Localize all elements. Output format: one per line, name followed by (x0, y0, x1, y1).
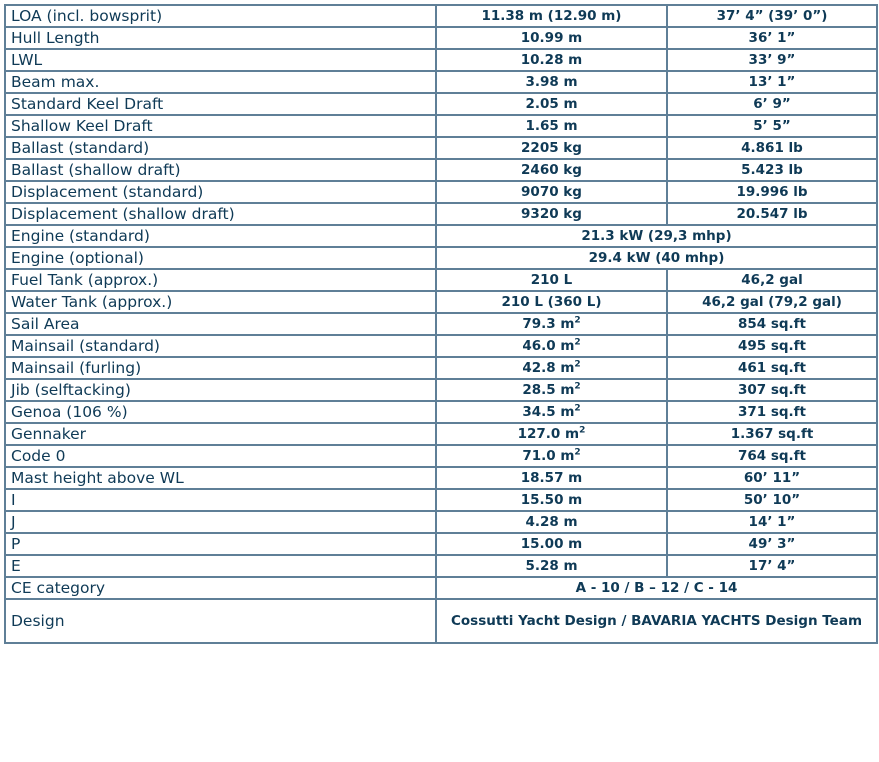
spec-value-metric (436, 49, 667, 71)
spec-value-metric (436, 467, 667, 489)
spec-value-metric (436, 181, 667, 203)
metric-value-text: 4.28 m (525, 514, 578, 530)
spec-value-imperial: 37’ 4” (39’ 0”) (667, 5, 877, 27)
spec-label: Code 0 (5, 445, 436, 467)
metric-value-text: 11.38 m (12.90 m) (481, 8, 622, 24)
spec-value-metric (436, 203, 667, 225)
spec-value-imperial: 461 sq.ft (667, 357, 877, 379)
spec-label: Gennaker (5, 423, 436, 445)
unit-exponent: 2 (579, 425, 586, 436)
metric-value-text: 210 L (360 L) (501, 294, 602, 310)
spec-value-imperial: 60’ 11” (667, 467, 877, 489)
spec-value-imperial: 49’ 3” (667, 533, 877, 555)
spec-value-imperial: 6’ 9” (667, 93, 877, 115)
spec-label: Mast height above WL (5, 467, 436, 489)
spec-value-imperial: 33’ 9” (667, 49, 877, 71)
metric-value-text: 210 L (530, 272, 573, 288)
spec-label: Sail Area (5, 313, 436, 335)
spec-value-metric (436, 27, 667, 49)
spec-row (5, 137, 877, 159)
spec-row (5, 445, 877, 467)
spec-label: Engine (optional) (5, 247, 436, 269)
spec-row (5, 533, 877, 555)
spec-value-metric (436, 555, 667, 577)
spec-row (5, 489, 877, 511)
spec-value-imperial: 20.547 lb (667, 203, 877, 225)
spec-label: LWL (5, 49, 436, 71)
metric-value-text: 9320 kg (521, 206, 582, 222)
metric-value-text: 10.99 m (520, 30, 583, 46)
metric-value-text: 15.00 m (520, 536, 583, 552)
spec-row (5, 335, 877, 357)
metric-value-text: 1.65 m (525, 118, 578, 134)
spec-value-metric (436, 357, 667, 379)
spec-row (5, 27, 877, 49)
unit-exponent: 2 (574, 315, 581, 326)
spec-value-metric (436, 511, 667, 533)
specifications-table (4, 4, 878, 644)
spec-label: J (5, 511, 436, 533)
spec-value-combined: A - 10 / B – 12 / C - 14 (436, 577, 877, 599)
spec-value-imperial: 17’ 4” (667, 555, 877, 577)
spec-label: Genoa (106 %) (5, 401, 436, 423)
metric-value-text: 34.5 m (522, 404, 575, 420)
spec-value-imperial: 495 sq.ft (667, 335, 877, 357)
metric-value-text: 28.5 m (522, 382, 575, 398)
metric-value-text: 18.57 m (520, 470, 583, 486)
spec-value-metric (436, 401, 667, 423)
unit-exponent: 2 (574, 447, 581, 458)
spec-value-imperial: 4.861 lb (667, 137, 877, 159)
spec-label: Engine (standard) (5, 225, 436, 247)
spec-row (5, 467, 877, 489)
spec-label: Mainsail (furling) (5, 357, 436, 379)
spec-value-imperial: 14’ 1” (667, 511, 877, 533)
metric-value-text: 127.0 m (517, 426, 580, 442)
spec-value-imperial: 5.423 lb (667, 159, 877, 181)
metric-value-text: 3.98 m (525, 74, 578, 90)
spec-value-imperial: 1.367 sq.ft (667, 423, 877, 445)
spec-row (5, 49, 877, 71)
unit-exponent: 2 (574, 359, 581, 370)
spec-label: Water Tank (approx.) (5, 291, 436, 313)
spec-row (5, 511, 877, 533)
unit-exponent: 2 (574, 403, 581, 414)
spec-label: Mainsail (standard) (5, 335, 436, 357)
metric-value-text: 2460 kg (521, 162, 582, 178)
spec-row (5, 159, 877, 181)
spec-label: Displacement (standard) (5, 181, 436, 203)
metric-value-text: 71.0 m (522, 448, 575, 464)
spec-label: Ballast (standard) (5, 137, 436, 159)
spec-row (5, 423, 877, 445)
spec-value-metric (436, 115, 667, 137)
spec-row (5, 181, 877, 203)
spec-value-imperial: 46,2 gal (667, 269, 877, 291)
metric-value-text: 2205 kg (521, 140, 582, 156)
spec-row (5, 71, 877, 93)
unit-exponent: 2 (574, 381, 581, 392)
spec-label: Beam max. (5, 71, 436, 93)
spec-value-metric (436, 93, 667, 115)
metric-value-text: 42.8 m (522, 360, 575, 376)
spec-row (5, 599, 877, 643)
spec-value-imperial: 764 sq.ft (667, 445, 877, 467)
spec-value-imperial: 36’ 1” (667, 27, 877, 49)
spec-value-combined: 21.3 kW (29,3 mhp) (436, 225, 877, 247)
spec-row (5, 291, 877, 313)
spec-row (5, 313, 877, 335)
spec-value-imperial: 371 sq.ft (667, 401, 877, 423)
metric-value-text: 79.3 m (522, 316, 575, 332)
spec-value-combined: Cossutti Yacht Design / BAVARIA YACHTS Design Team (436, 599, 877, 643)
spec-row (5, 379, 877, 401)
spec-value-imperial: 46,2 gal (79,2 gal) (667, 291, 877, 313)
spec-value-metric (436, 137, 667, 159)
spec-row (5, 401, 877, 423)
spec-value-metric (436, 489, 667, 511)
spec-value-metric (436, 335, 667, 357)
metric-value-text: 46.0 m (522, 338, 575, 354)
spec-row (5, 555, 877, 577)
spec-value-imperial: 307 sq.ft (667, 379, 877, 401)
metric-value-text: 5.28 m (525, 558, 578, 574)
spec-row (5, 269, 877, 291)
spec-row (5, 93, 877, 115)
spec-label: E (5, 555, 436, 577)
spec-value-metric (436, 269, 667, 291)
spec-label: Shallow Keel Draft (5, 115, 436, 137)
spec-value-imperial: 19.996 lb (667, 181, 877, 203)
spec-value-metric (436, 379, 667, 401)
spec-value-imperial: 5’ 5” (667, 115, 877, 137)
metric-value-text: 15.50 m (520, 492, 583, 508)
spec-value-metric (436, 159, 667, 181)
spec-label: Standard Keel Draft (5, 93, 436, 115)
spec-value-metric (436, 533, 667, 555)
spec-row (5, 247, 877, 269)
spec-label: Fuel Tank (approx.) (5, 269, 436, 291)
spec-value-combined: 29.4 kW (40 mhp) (436, 247, 877, 269)
spec-value-metric (436, 423, 667, 445)
spec-value-metric (436, 445, 667, 467)
spec-value-metric (436, 313, 667, 335)
spec-row (5, 5, 877, 27)
spec-row (5, 225, 877, 247)
metric-value-text: 10.28 m (520, 52, 583, 68)
spec-value-imperial: 50’ 10” (667, 489, 877, 511)
spec-value-metric (436, 291, 667, 313)
spec-label: Design (5, 599, 436, 643)
spec-value-imperial: 854 sq.ft (667, 313, 877, 335)
spec-label: CE category (5, 577, 436, 599)
spec-label: LOA (incl. bowsprit) (5, 5, 436, 27)
spec-row (5, 115, 877, 137)
metric-value-text: 9070 kg (521, 184, 582, 200)
spec-value-metric (436, 5, 667, 27)
spec-label: Hull Length (5, 27, 436, 49)
spec-value-metric (436, 71, 667, 93)
spec-label: Ballast (shallow draft) (5, 159, 436, 181)
spec-row (5, 577, 877, 599)
spec-label: Jib (selftacking) (5, 379, 436, 401)
spec-label: I (5, 489, 436, 511)
spec-value-imperial: 13’ 1” (667, 71, 877, 93)
specifications-body (5, 5, 877, 643)
spec-row (5, 357, 877, 379)
unit-exponent: 2 (574, 337, 581, 348)
spec-row (5, 203, 877, 225)
spec-label: Displacement (shallow draft) (5, 203, 436, 225)
metric-value-text: 2.05 m (525, 96, 578, 112)
spec-label: P (5, 533, 436, 555)
